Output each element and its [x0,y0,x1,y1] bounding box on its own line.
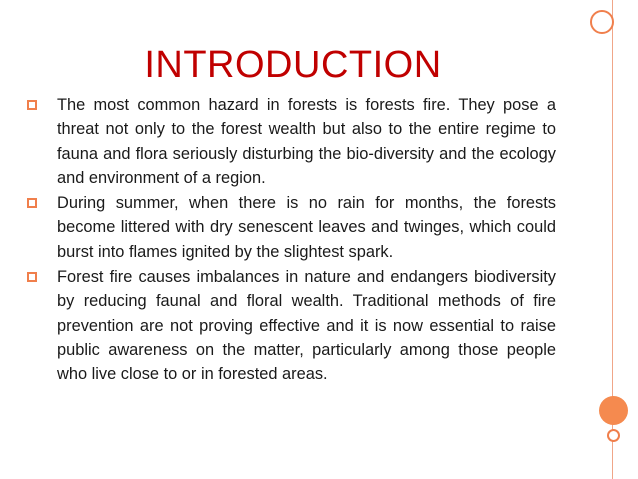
bullet-text: During summer, when there is no rain for months, the forests become littered with dry senescent leaves and twinges, which could burst into flames ignited by the slightest spark. [57,194,556,261]
slide-title: INTRODUCTION [144,44,442,86]
decorative-circle-bottom [607,429,620,442]
bullet-text: Forest fire causes imbalances in nature and endangers biodiversity by reducing faunal and floral wealth. Traditional methods of fire prevention are not proving effective and it is now essential to raise public awareness on the matter, particularly among those people who live close to or in forested areas. [57,268,556,384]
bullet-text: The most common hazard in forests is forests fire. They pose a threat not only to the forest wealth but also to the entire regime to fauna and flora seriously disturbing the bio-diversity and the ecology and environment of a region. [57,96,556,187]
bullet-square-icon [27,198,37,208]
bullet-item [26,93,556,190]
decorative-circle-top [590,10,614,34]
bullet-item [26,191,556,264]
decorative-circle-filled [599,396,628,425]
bullet-item [26,265,556,386]
bullet-list [26,93,556,388]
bullet-square-icon [27,100,37,110]
bullet-square-icon [27,272,37,282]
